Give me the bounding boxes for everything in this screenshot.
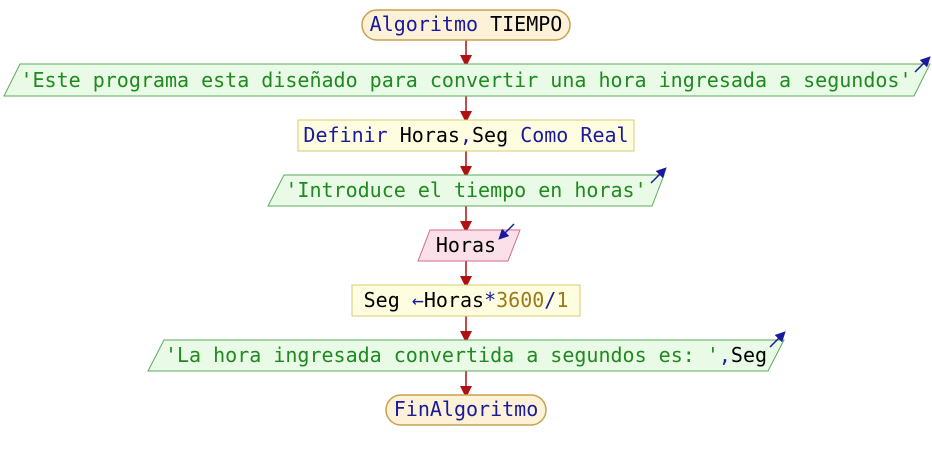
assign-target: Seg [363, 288, 400, 312]
start-keyword: Algoritmo [369, 12, 479, 36]
assign-divide: / [544, 288, 557, 312]
output-block-prompt[interactable] [268, 171, 664, 206]
output-block-intro[interactable] [4, 60, 930, 96]
assign-number-2: 1 [556, 288, 569, 312]
end-terminal[interactable] [386, 395, 546, 425]
define-type: Real [580, 123, 629, 147]
assign-arrow: ← [411, 288, 424, 312]
assign-source: Horas [423, 288, 485, 312]
output-result-text: 'La hora ingresada convertida a segundos es: ' [164, 343, 719, 367]
svg-text:'La hora ingresada convertida [165, 343, 767, 367]
svg-text:Seg ←Horas*3600/1 [364, 288, 569, 312]
output-result-var: Seg [730, 343, 768, 367]
input-variable: Horas [435, 233, 497, 257]
define-var-2: Seg [472, 123, 509, 147]
assign-multiply: * [484, 288, 497, 312]
output-block-result[interactable] [148, 335, 784, 371]
define-var-1: Horas [399, 123, 460, 147]
start-terminal[interactable] [362, 10, 570, 40]
input-block[interactable] [418, 224, 520, 261]
assign-number-1: 3600 [496, 288, 545, 312]
define-block[interactable] [298, 120, 634, 151]
output-result-comma: , [718, 343, 731, 367]
algorithm-name: TIEMPO [490, 12, 563, 36]
define-comma: , [459, 123, 473, 147]
define-keyword: Definir [303, 123, 388, 147]
svg-text:Algoritmo TIEMPO [370, 12, 563, 36]
end-keyword: FinAlgoritmo [393, 397, 539, 421]
define-como-keyword: Como [520, 123, 569, 147]
output-intro-text: 'Este programa esta diseñado para convertir una hora ingresada a segundos' [20, 68, 912, 92]
assign-block[interactable] [352, 285, 580, 316]
svg-text:Definir Horas,Seg Como Real [303, 123, 628, 147]
output-prompt-text: 'Introduce el tiempo en horas' [285, 178, 647, 202]
